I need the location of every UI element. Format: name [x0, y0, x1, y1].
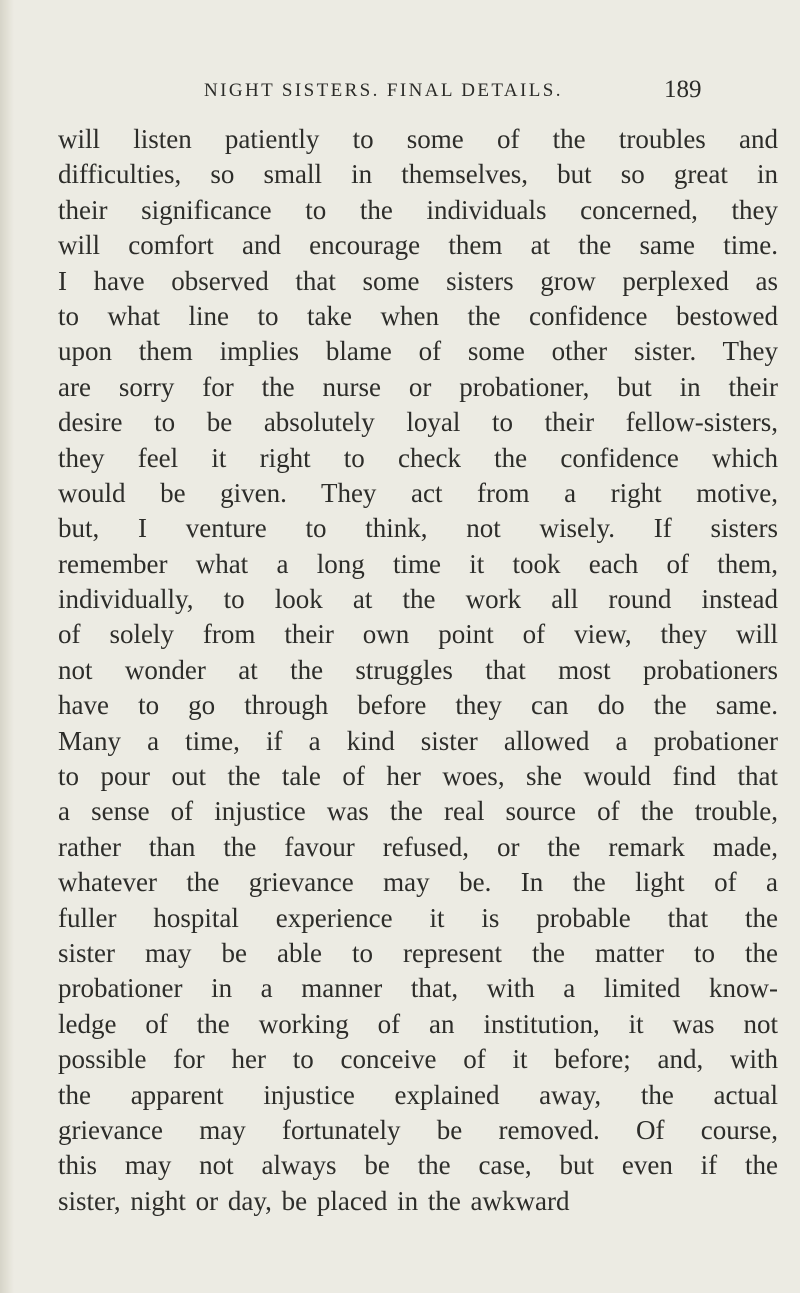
text-line: Many a time, if a kind sister allowed a probationer: [58, 725, 778, 756]
body-text: [58, 122, 778, 1219]
text-line: sister, night or day, be placed in the awkward: [58, 1185, 570, 1216]
text-line: are sorry for the nurse or probationer, but in their: [58, 371, 778, 402]
text-line: whatever the grievance may be. In the light of a: [58, 867, 778, 898]
text-line: would be given. They act from a right motive,: [58, 477, 778, 508]
text-line: probationer in a manner that, with a limited know-: [58, 973, 778, 1004]
text-line: but, I venture to think, not wisely. If sisters: [58, 513, 778, 544]
text-line: fuller hospital experience it is probable that the: [58, 902, 778, 933]
text-line: remember what a long time it took each of them,: [58, 548, 778, 579]
text-line: they feel it right to check the confidence which: [58, 442, 778, 473]
text-line: rather than the favour refused, or the remark made,: [58, 831, 778, 862]
text-line: will listen patiently to some of the troubles and: [58, 124, 778, 154]
text-line: individually, to look at the work all round instead: [58, 584, 778, 615]
text-line: not wonder at the struggles that most probationers: [58, 654, 778, 685]
running-head: NIGHT SISTERS. FINAL DETAILS.: [204, 80, 563, 101]
text-line: a sense of injustice was the real source of the trouble,: [58, 796, 778, 827]
text-line: difficulties, so small in themselves, but so great in: [58, 159, 778, 190]
page-gutter-shadow: [0, 0, 14, 1293]
text-line: I have observed that some sisters grow perplexed as: [58, 265, 778, 296]
text-line: to what line to take when the confidence bestowed: [58, 300, 778, 331]
text-line: grievance may fortunately be removed. Of course,: [58, 1114, 778, 1145]
text-line: sister may be able to represent the matter to the: [58, 937, 778, 968]
text-line: have to go through before they can do the same.: [58, 690, 778, 721]
text-line: the apparent injustice explained away, the actual: [58, 1079, 778, 1110]
text-line: their significance to the individuals concerned, they: [58, 194, 778, 225]
text-line: ledge of the working of an institution, it was not: [58, 1008, 778, 1039]
text-line: this may not always be the case, but even if the: [58, 1150, 778, 1181]
text-line: desire to be absolutely loyal to their fellow-sisters,: [58, 407, 778, 438]
text-line: upon them implies blame of some other sister. They: [58, 336, 778, 367]
page-number: 189: [664, 76, 702, 103]
text-line: will comfort and encourage them at the same time.: [58, 230, 778, 261]
text-line: of solely from their own point of view, they will: [58, 619, 778, 650]
text-line: possible for her to conceive of it before; and, with: [58, 1044, 778, 1075]
text-line: to pour out the tale of her woes, she would find that: [58, 761, 778, 792]
